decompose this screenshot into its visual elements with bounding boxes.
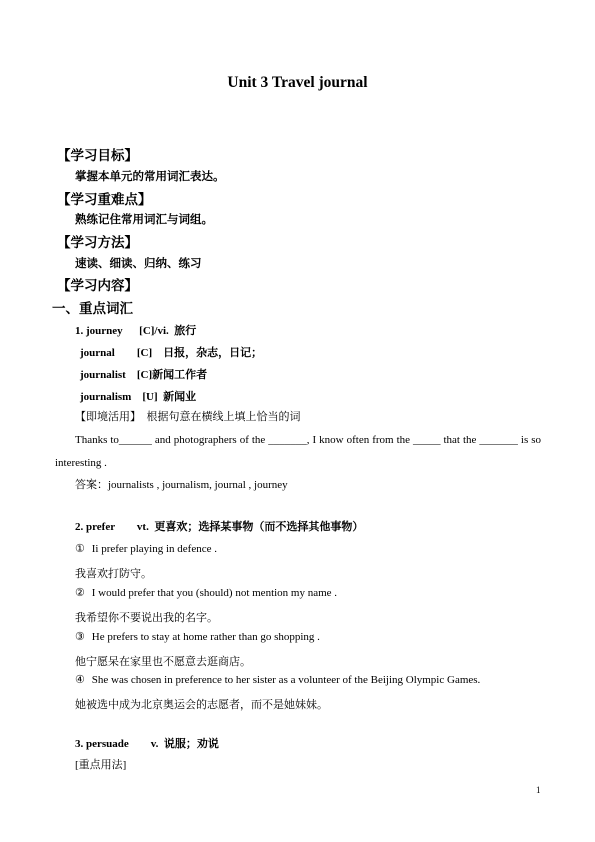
example-1-number: ① — [75, 543, 85, 555]
usage-label: [重点用法] — [75, 759, 127, 771]
example-3-number: ③ — [75, 631, 85, 643]
example-4-en — [75, 673, 480, 686]
vocab-journalism: journalism [U] 新闻业 — [80, 391, 197, 403]
key-points-text: 熟练记住常用词汇与词组。 — [75, 214, 213, 226]
practice-instruction: 【即境活用】 根据句意在横线上填上恰当的词 — [75, 411, 301, 423]
method-heading: 【学习方法】 — [57, 235, 138, 250]
vocab-persuade: 3. persuade v. 说服；劝说 — [75, 738, 219, 750]
page-number: 1 — [536, 785, 541, 795]
key-points-heading: 【学习重难点】 — [57, 192, 152, 207]
example-3-en — [75, 630, 320, 643]
vocab-journal: journal [C] 日报，杂志，日记； — [80, 347, 263, 359]
example-1-text: Ii prefer playing in defence . — [91, 543, 217, 555]
vocab-prefer: 2. prefer vt. 更喜欢；选择某事物（而不选择其他事物） — [75, 521, 364, 533]
example-4-text: She was chosen in preference to her sister as a volunteer of the Beijing Olympic Games. — [91, 674, 481, 686]
example-1-en — [75, 542, 217, 555]
example-1-zh: 我喜欢打防守。 — [75, 568, 152, 580]
example-2-en — [75, 586, 337, 599]
page-title: Unit 3 Travel journal — [227, 74, 368, 91]
goal-heading: 【学习目标】 — [57, 148, 138, 163]
part1-heading: 一、重点词汇 — [52, 301, 133, 316]
vocab-journey: 1. journey [C]/vi. 旅行 — [75, 325, 197, 337]
example-2-text: I would prefer that you (should) not mention my name . — [91, 587, 338, 599]
example-4-zh: 她被选中成为北京奥运会的志愿者，而不是她妹妹。 — [75, 699, 328, 711]
answer-line: 答案：journalists , journalism, journal , journey — [75, 479, 288, 491]
vocab-journalist: journalist [C]新闻工作者 — [80, 369, 208, 381]
example-4-number: ④ — [75, 674, 85, 686]
method-text: 速读、细读、归纳、练习 — [75, 258, 202, 270]
content-heading: 【学习内容】 — [57, 278, 138, 293]
goal-text: 掌握本单元的常用词汇表达。 — [75, 171, 225, 183]
example-2-number: ② — [75, 587, 85, 599]
example-2-zh: 我希望你不要说出我的名字。 — [75, 612, 218, 624]
exercise-paragraph: Thanks to______ and photographers of the _______, I know often from the _____ that the _______ is so interesting . — [55, 434, 541, 469]
example-3-zh: 他宁愿呆在家里也不愿意去逛商店。 — [75, 656, 251, 668]
example-3-text: He prefers to stay at home rather than go shopping . — [91, 631, 320, 643]
